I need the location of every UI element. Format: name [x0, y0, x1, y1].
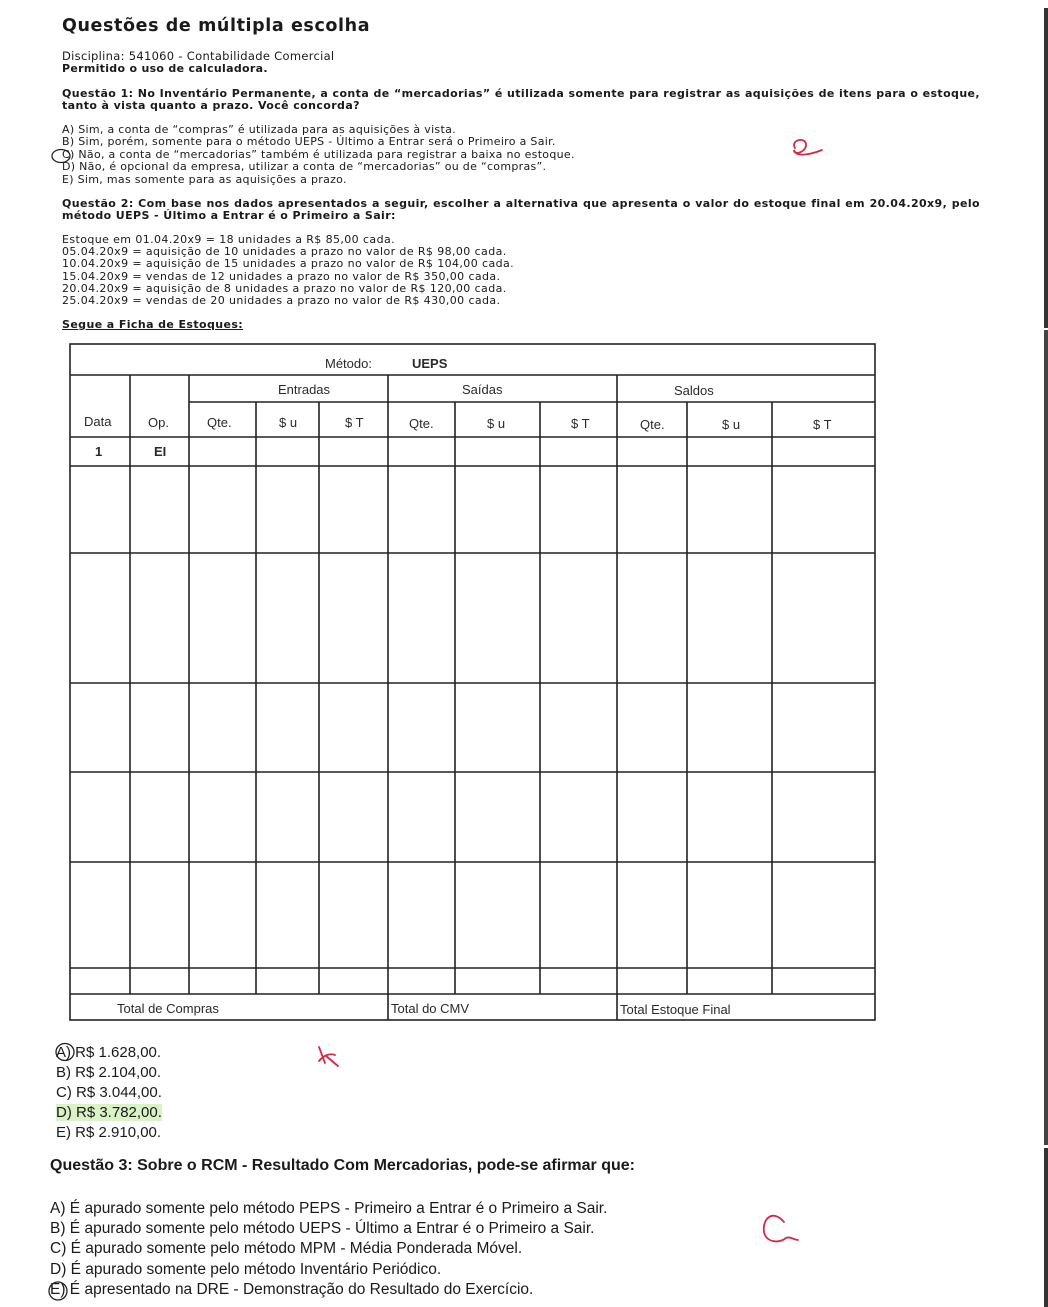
scan-edge	[1044, 1148, 1048, 1307]
col-saldos-su: $ u	[722, 417, 741, 432]
question1-option-c: C) Não, a conta de “mercadorias” também é utilizada para registrar a baixa no estoque.	[62, 147, 575, 161]
col-entradas-qte: Qte.	[207, 415, 232, 430]
data-line: 25.04.20x9 = vendas de 20 unidades a prazo no valor de R$ 430,00 cada.	[62, 294, 501, 308]
question1-option-d: D) Não, é opcional da empresa, utilizar a conta de “mercadorias” ou de “compras”.	[62, 160, 547, 174]
row1-op: EI	[154, 444, 167, 459]
q1-correct-mark	[794, 140, 822, 155]
question1-prompt: Questão 1: No Inventário Permanente, a conta de “mercadorias” é utilizada somente para registrar as aquisições de itens para o estoque, tanto à vista quanto a prazo. Você concorda?	[62, 87, 980, 112]
scan-edge	[1044, 330, 1048, 1145]
discipline-line: Disciplina: 541060 - Contabilidade Comercial	[62, 49, 335, 63]
data-line: Estoque em 01.04.20x9 = 18 unidades a R$ 85,00 cada.	[62, 233, 395, 246]
total-estoque-final: Total Estoque Final	[620, 1002, 731, 1017]
total-cmv: Total do CMV	[391, 1001, 470, 1016]
stock-sheet-label: Segue a Ficha de Estoques:	[62, 318, 244, 331]
question2-answer-b: B) R$ 2.104,00.	[56, 1064, 162, 1081]
col-data: Data	[84, 414, 112, 429]
group-saldos: Saldos	[674, 383, 714, 398]
question2-answer-a: A) R$ 1.628,00.	[56, 1044, 162, 1061]
col-entradas-su: $ u	[279, 415, 298, 430]
data-line: 20.04.20x9 = aquisição de 8 unidades a prazo no valor de R$ 120,00 cada.	[62, 281, 507, 295]
col-saidas-su: $ u	[487, 416, 506, 431]
col-saldos-st: $ T	[813, 417, 832, 432]
method-value: UEPS	[412, 356, 448, 371]
method-label: Método:	[325, 356, 372, 371]
q2-circle-a-mark	[56, 1044, 74, 1061]
question2-prompt: Questão 2: Com base nos dados apresentados a seguir, escolher a alternativa que apresenta o valor do estoque final em 20.04.20x9, pelo método UEPS - Último a Entrar é o Primeiro a Sair:	[62, 197, 980, 222]
q2-wrong-mark	[319, 1047, 338, 1066]
question3-option-d: D) É apurado somente pelo método Inventário Periódico.	[50, 1260, 442, 1278]
data-line: 10.04.20x9 = aquisição de 15 unidades a prazo no valor de R$ 104,00 cada.	[62, 257, 515, 271]
col-saidas-st: $ T	[571, 416, 590, 431]
row1-data: 1	[95, 444, 103, 459]
data-line: 05.04.20x9 = aquisição de 10 unidades a prazo no valor de R$ 98,00 cada.	[62, 245, 507, 259]
question2-answer-d: D) R$ 3.782,00.	[56, 1104, 162, 1121]
question2-answer-c: C) R$ 3.044,00.	[56, 1084, 162, 1101]
question3-option-b: B) É apurado somente pelo método UEPS - Último a Entrar é o Primeiro a Sair.	[50, 1220, 595, 1238]
group-entradas: Entradas	[278, 382, 331, 397]
question3-option-e: E) É apresentado na DRE - Demonstração do Resultado do Exercício.	[50, 1280, 534, 1298]
scan-edge	[1044, 8, 1048, 328]
question1-option-b: B) Sim, porém, somente para o método UEPS - Último a Entrar será o Primeiro a Sair.	[62, 135, 556, 149]
q3-circle-e-mark	[49, 1282, 67, 1300]
col-entradas-st: $ T	[345, 415, 364, 430]
total-compras: Total de Compras	[117, 1001, 219, 1016]
col-op: Op.	[148, 415, 169, 430]
group-saidas: Saídas	[462, 382, 503, 397]
question2-answer-e: E) R$ 2.910,00.	[56, 1124, 162, 1141]
question1-option-a: A) Sim, a conta de “compras” é utilizada para as aquisições à vista.	[62, 123, 456, 136]
q3-correct-mark	[764, 1216, 798, 1242]
col-saldos-qte: Qte.	[640, 417, 665, 432]
page-title: Questões de múltipla escolha	[62, 16, 371, 36]
question3-option-c: C) É apurado somente pelo método MPM - Média Ponderada Móvel.	[50, 1240, 523, 1258]
question3-option-a: A) É apurado somente pelo método PEPS - Primeiro a Entrar é o Primeiro a Sair.	[50, 1200, 608, 1217]
col-saidas-qte: Qte.	[409, 416, 434, 431]
calculator-note: Permitido o uso de calculadora.	[62, 62, 268, 75]
data-line: 15.04.20x9 = vendas de 12 unidades a prazo no valor de R$ 350,00 cada.	[62, 269, 501, 283]
question1-option-e: E) Sim, mas somente para as aquisições a prazo.	[62, 172, 347, 186]
question3-prompt: Questão 3: Sobre o RCM - Resultado Com Mercadorias, pode-se afirmar que:	[50, 1157, 635, 1174]
q1-circle-c-mark	[52, 150, 70, 163]
